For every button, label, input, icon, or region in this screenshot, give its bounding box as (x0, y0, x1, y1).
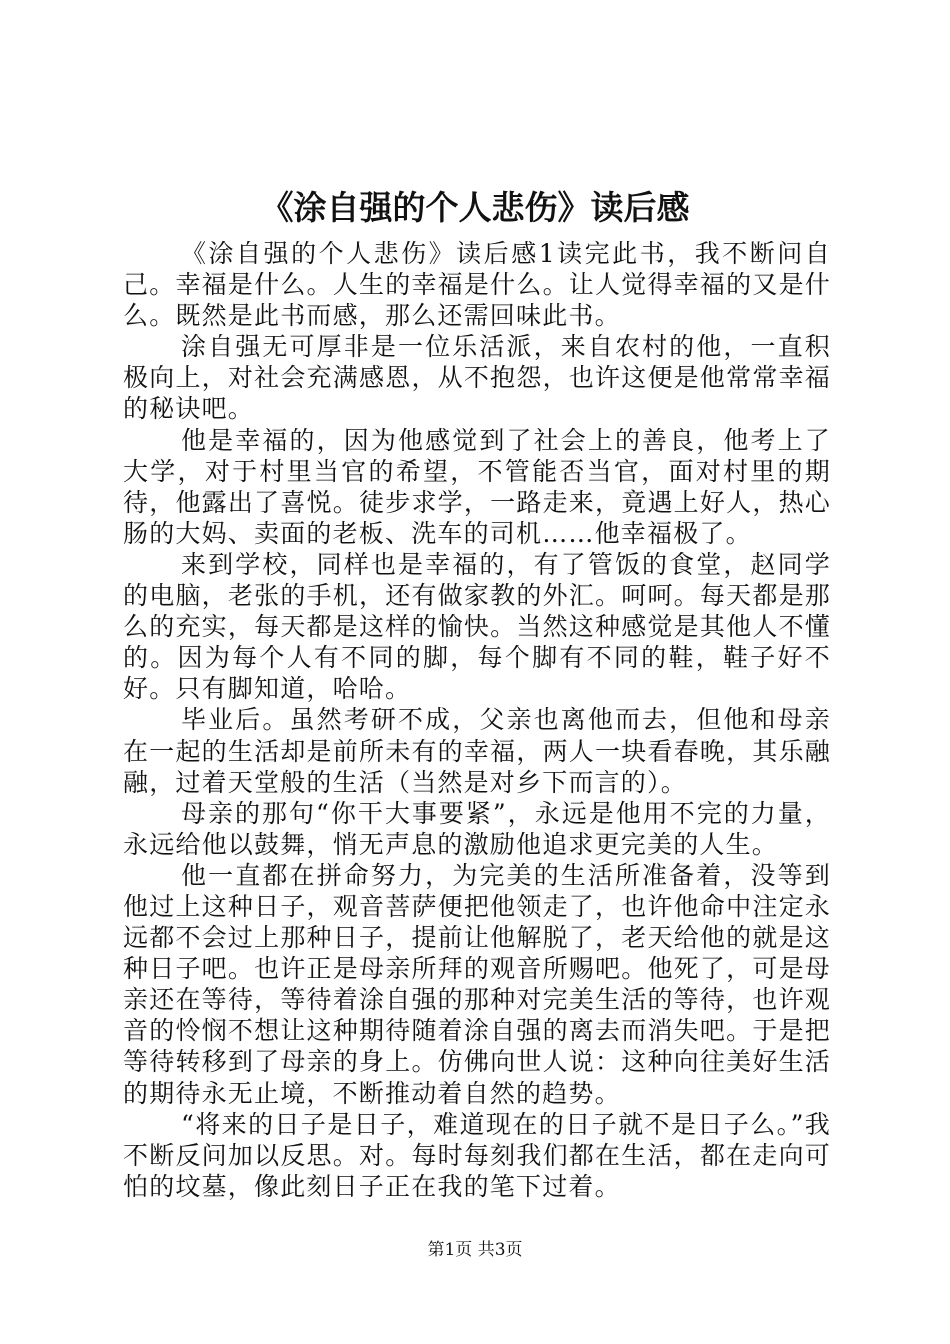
document-title: 《涂自强的个人悲伤》读后感 (260, 188, 690, 227)
paragraph: 母亲的那句“你干大事要紧”，永远是他用不完的力量，永远给他以鼓舞，悄无声息的激励他追求更完美的人生。 (123, 798, 831, 859)
paragraph: 《涂自强的个人悲伤》读后感1读完此书，我不断问自己。幸福是什么。人生的幸福是什么。让人觉得幸福的又是什么。既然是此书而感，那么还需回味此书。 (123, 239, 831, 331)
paragraph: 他一直都在拼命努力，为完美的生活所准备着，没等到他过上这种日子，观音菩萨便把他领走了，也许他命中注定永远都不会过上那种日子，提前让他解脱了，老天给他的就是这种日子吧。也许正是母亲所拜的观音所赐吧。他死了，可是母亲还在等待，等待着涂自强的那种对完美生活的等待，也许观音的怜悯不想让这种期待随着涂自强的离去而消失吧。于是把等待转移到了母亲的身上。仿佛向世人说：这种向往美好生活的期待永无止境，不断推动着自然的趋势。 (123, 860, 831, 1108)
paragraph: 涂自强无可厚非是一位乐活派，来自农村的他，一直积极向上，对社会充满感恩，从不抱怨，也许这便是他常常幸福的秘诀吧。 (123, 332, 831, 424)
paragraph: “将来的日子是日子，难道现在的日子就不是日子么。”我不断反问加以反思。对。每时每刻我们都在生活，都在走向可怕的坟墓，像此刻日子正在我的笔下过着。 (123, 1109, 831, 1201)
paragraph: 来到学校，同样也是幸福的，有了管饭的食堂，赵同学的电脑，老张的手机，还有做家教的外汇。呵呵。每天都是那么的充实，每天都是这样的愉快。当然这种感觉是其他人不懂的。因为每个人有不同的脚，每个脚有不同的鞋，鞋子好不好。只有脚知道，哈哈。 (123, 549, 831, 704)
paragraph: 毕业后。虽然考研不成，父亲也离他而去，但他和母亲在一起的生活却是前所未有的幸福，两人一块看春晚，其乐融融，过着天堂般的生活（当然是对乡下而言的）。 (123, 705, 831, 797)
document-body (123, 238, 831, 1202)
page-number-footer: 第1页 共3页 (427, 1240, 523, 1260)
paragraph: 他是幸福的，因为他感觉到了社会上的善良，他考上了大学，对于村里当官的希望，不管能否当官，面对村里的期待，他露出了喜悦。徒步求学，一路走来，竟遇上好人，热心肠的大妈、卖面的老板、洗车的司机……他幸福极了。 (123, 425, 831, 548)
